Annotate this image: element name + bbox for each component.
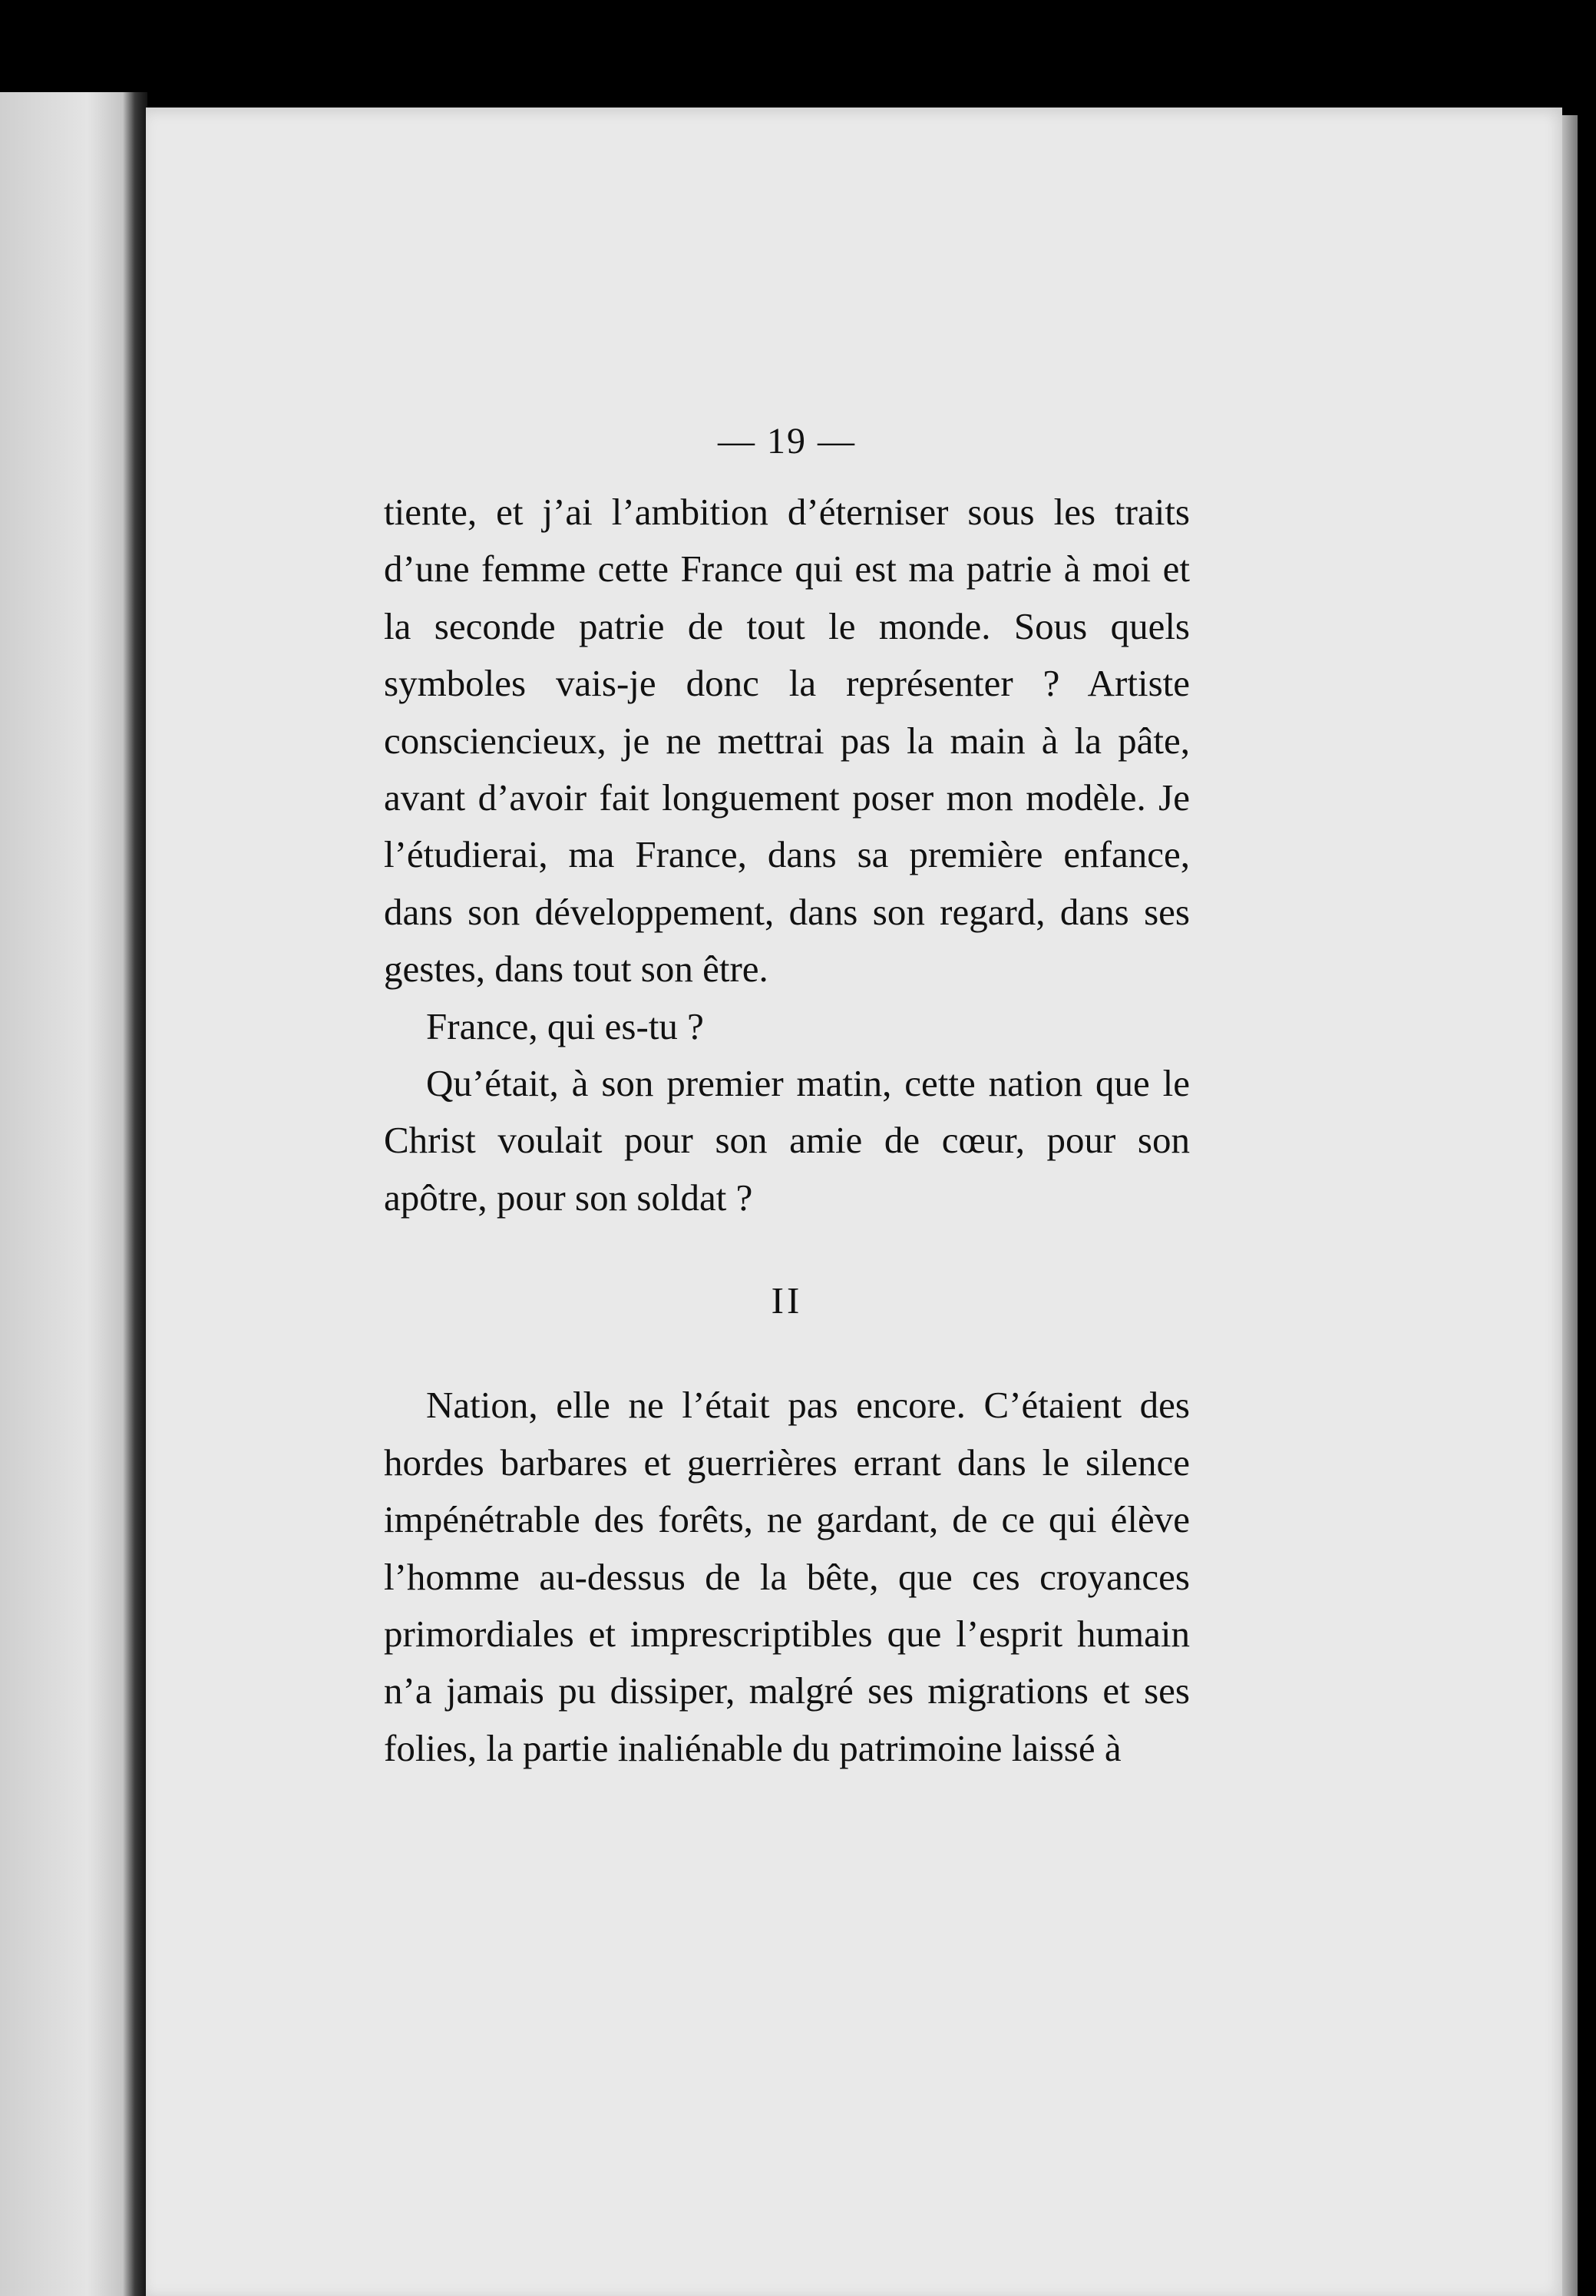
page-text-block (384, 399, 1190, 1777)
paragraph-nation: Nation, elle ne l’était pas encore. C’étaient des hordes barbares et guerrières errant dans le silence impénétrable des forêts, ne gardant, de ce qui élève l’homme au-dessus de la bête, que ces croyances primordiales et imprescriptibles que l’esprit humain n’a jamais pu dissiper, malgré ses migrations et ses folies, la partie inaliénable du patrimoine laissé à (384, 1384, 1190, 1769)
right-page-edge (1562, 115, 1578, 2296)
section-heading: II (771, 1279, 803, 1322)
paragraph-continued: tiente, et j’ai l’ambition d’éterniser sous les traits d’une femme cette France qui est ma patrie à moi et la seconde patrie de tout le monde. Sous quels symboles vais-je donc la représenter ? Artiste consciencieux, je ne mettrai pas la main à la pâte, avant d’avoir fait longuement poser mon modèle. Je l’étudierai, ma France, dans sa première enfance, dans son développement, dans son regard, dans ses gestes, dans tout son être. (384, 491, 1190, 991)
page-number: — 19 — (718, 421, 856, 462)
paragraph-nation-question: Qu’était, à son premier matin, cette nation que le Christ voulait pour son amie de cœur, pour son apôtre, pour son soldat ? (384, 1062, 1190, 1219)
book-spine-shadow (123, 92, 147, 2296)
paragraph-question: France, qui es-tu ? (426, 1004, 704, 1047)
